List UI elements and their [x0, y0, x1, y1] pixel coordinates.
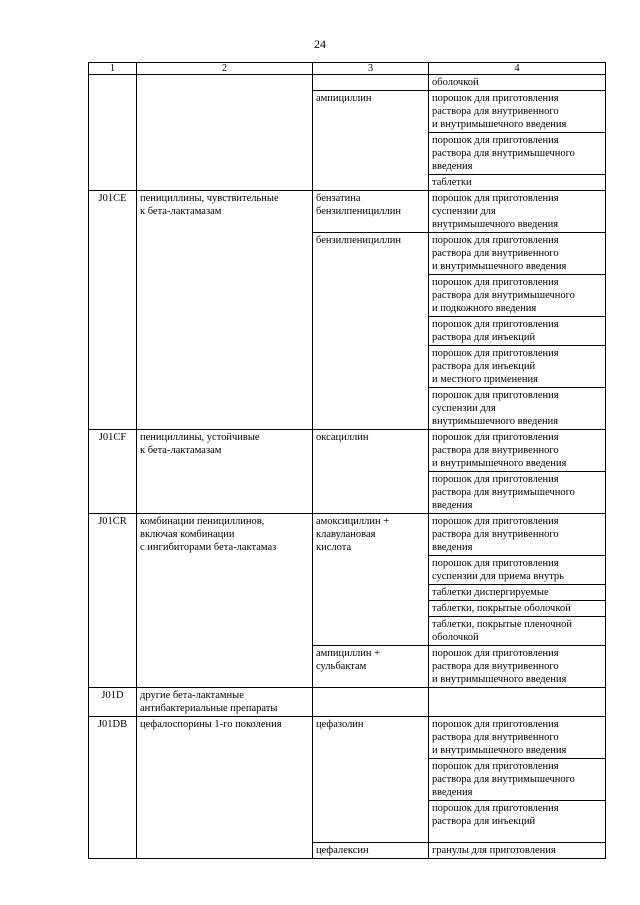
anatomical-group-cell: комбинации пенициллинов, включая комбинации с ингибиторами бета-лактамаз: [137, 514, 313, 688]
drug-name-cell: бензатина бензилпенициллин: [313, 191, 429, 233]
dosage-form-cell: [429, 688, 606, 717]
table-row: [89, 191, 606, 233]
table-body: [89, 75, 606, 859]
dosage-form-cell: порошок для приготовления раствора для внутривенного введения: [429, 514, 606, 556]
table-header-row: [89, 63, 606, 75]
dosage-form-cell: порошок для приготовления раствора для инъекций: [429, 317, 606, 346]
drug-name-cell: цефалексин: [313, 843, 429, 859]
table-row: [89, 688, 606, 717]
table-row: [89, 75, 606, 91]
drug-name-cell: [313, 75, 429, 91]
anatomical-group-cell: пенициллины, устойчивые к бета-лактамазам: [137, 430, 313, 514]
column-header-1: 1: [89, 63, 137, 75]
dosage-form-cell: таблетки, покрытые оболочкой: [429, 601, 606, 617]
atc-code-cell: J01DB: [89, 717, 137, 859]
drug-name-cell: амоксициллин + клавулановая кислота: [313, 514, 429, 646]
dosage-form-cell: порошок для приготовления раствора для внутримышечного введения: [429, 472, 606, 514]
anatomical-group-cell: другие бета-лактамные антибактериальные препараты: [137, 688, 313, 717]
drug-name-cell: [313, 688, 429, 717]
atc-code-cell: J01CR: [89, 514, 137, 688]
dosage-form-cell: порошок для приготовления раствора для внутримышечного и подкожного введения: [429, 275, 606, 317]
atc-code-cell: [89, 75, 137, 191]
dosage-form-cell: порошок для приготовления раствора для внутривенного и внутримышечного введения: [429, 717, 606, 759]
dosage-form-cell: порошок для приготовления раствора для внутримышечного введения: [429, 133, 606, 175]
dosage-form-cell: гранулы для приготовления: [429, 843, 606, 859]
anatomical-group-cell: пенициллины, чувствительные к бета-лактамазам: [137, 191, 313, 430]
dosage-form-cell: порошок для приготовления раствора для внутривенного и внутримышечного введения: [429, 233, 606, 275]
dosage-form-cell: порошок для приготовления раствора для внутримышечного введения: [429, 759, 606, 801]
page-number: 24: [314, 37, 326, 51]
dosage-form-cell: порошок для приготовления суспензии для приема внутрь: [429, 556, 606, 585]
dosage-form-cell: таблетки, покрытые пленочной оболочкой: [429, 617, 606, 646]
drug-table: [88, 62, 606, 859]
dosage-form-cell: таблетки: [429, 175, 606, 191]
dosage-form-cell: порошок для приготовления раствора для инъекций: [429, 801, 606, 843]
drug-name-cell: цефазолин: [313, 717, 429, 843]
dosage-form-cell: порошок для приготовления раствора для внутривенного и внутримышечного введения: [429, 430, 606, 472]
column-header-3: 3: [313, 63, 429, 75]
table-row: [89, 514, 606, 556]
column-header-2: 2: [137, 63, 313, 75]
atc-code-cell: J01CF: [89, 430, 137, 514]
dosage-form-cell: порошок для приготовления суспензии для внутримышечного введения: [429, 388, 606, 430]
drug-name-cell: бензилпенициллин: [313, 233, 429, 430]
atc-code-cell: J01D: [89, 688, 137, 717]
anatomical-group-cell: [137, 75, 313, 191]
drug-name-cell: ампициллин + сульбактам: [313, 646, 429, 688]
drug-name-cell: оксациллин: [313, 430, 429, 514]
dosage-form-cell: порошок для приготовления суспензии для внутримышечного введения: [429, 191, 606, 233]
atc-code-cell: J01CE: [89, 191, 137, 430]
column-header-4: 4: [429, 63, 606, 75]
anatomical-group-cell: цефалоспорины 1-го поколения: [137, 717, 313, 859]
dosage-form-cell: порошок для приготовления раствора для внутривенного и внутримышечного введения: [429, 646, 606, 688]
dosage-form-cell: таблетки диспергируемые: [429, 585, 606, 601]
table-row: [89, 430, 606, 472]
drug-name-cell: ампициллин: [313, 91, 429, 191]
dosage-form-cell: порошок для приготовления раствора для внутривенного и внутримышечного введения: [429, 91, 606, 133]
table-row: [89, 717, 606, 759]
dosage-form-cell: порошок для приготовления раствора для инъекций и местного применения: [429, 346, 606, 388]
dosage-form-cell: оболочкой: [429, 75, 606, 91]
